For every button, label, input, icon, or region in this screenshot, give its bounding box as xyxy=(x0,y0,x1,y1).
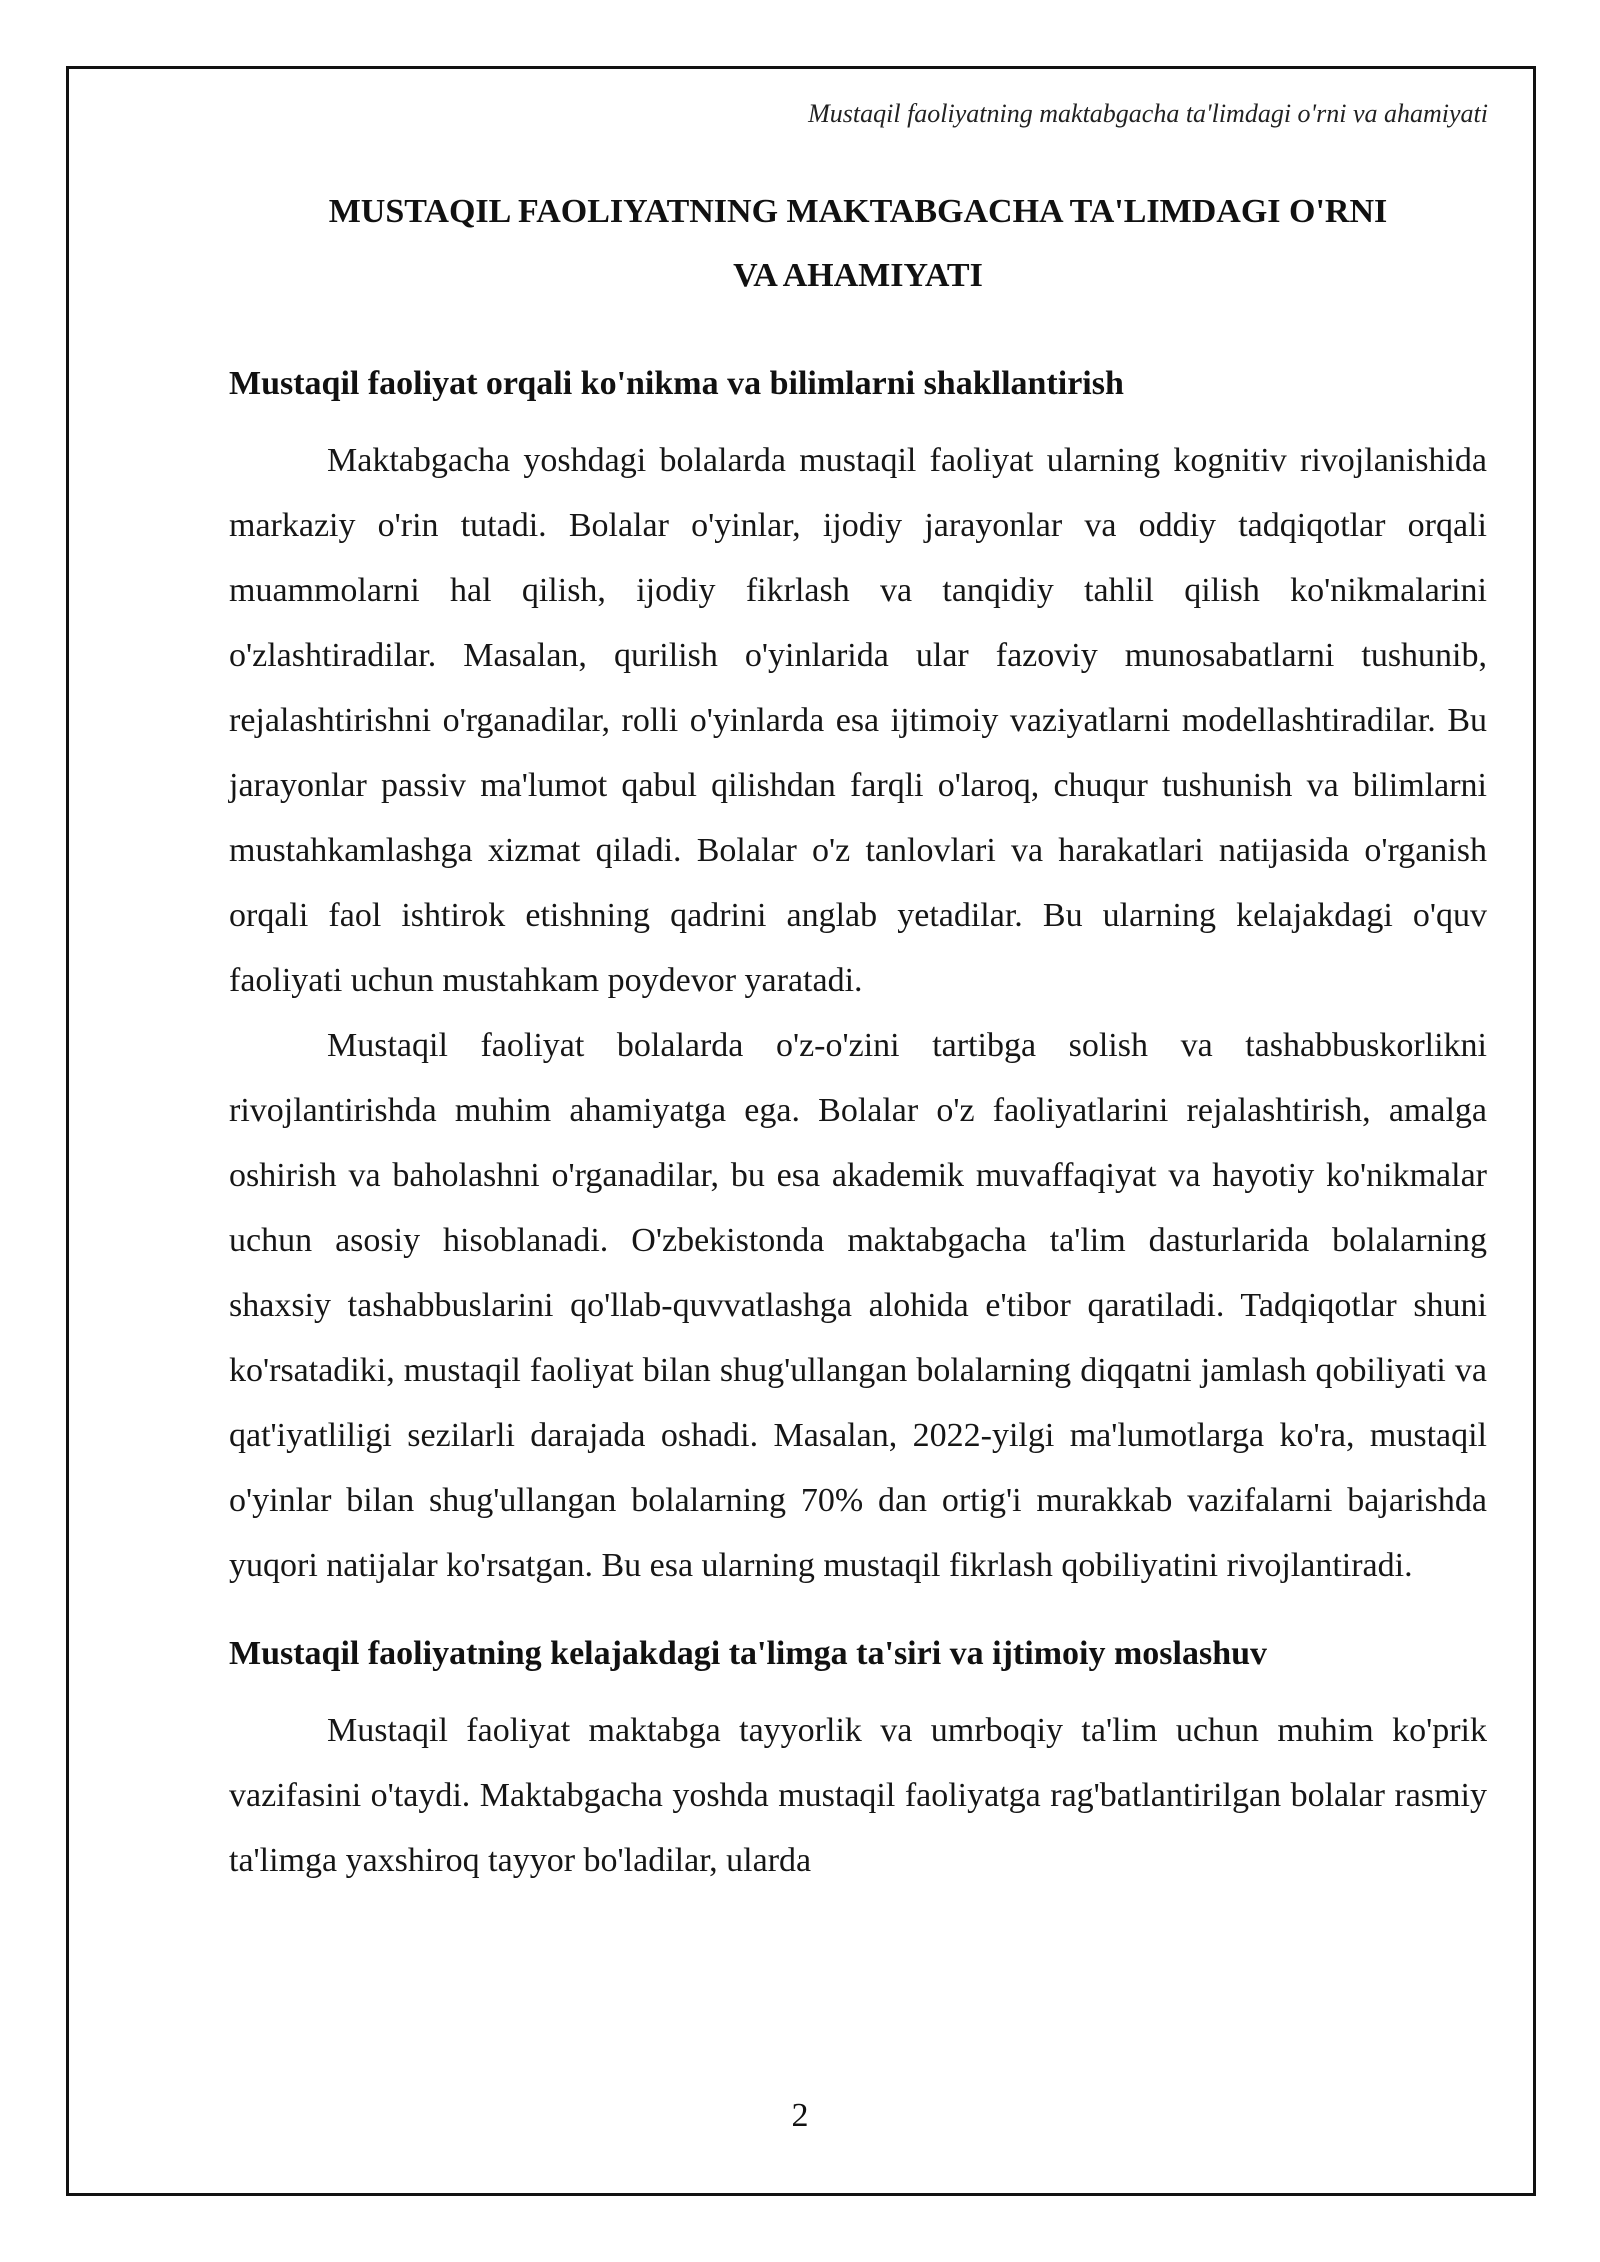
document-body xyxy=(229,180,1487,1893)
paragraph: Mustaqil faoliyat maktabga tayyorlik va umrboqiy ta'lim uchun muhim ko'prik vazifasini o'taydi. Maktabgacha yoshda mustaqil faoliyatga rag'batlantirilgan bolalar rasmiy ta'limga yaxshiroq tayyor bo'ladilar, ularda xyxy=(229,1712,1487,1879)
document-title-line-2: VA AHAMIYATI xyxy=(733,257,983,294)
paragraph: Maktabgacha yoshdagi bolalarda mustaqil faoliyat ularning kognitiv rivojlanishida markaziy o'rin tutadi. Bolalar o'yinlar, ijodiy jarayonlar va oddiy tadqiqotlar orqali muammolarni hal qilish, ijodiy fikrlash va tanqidiy tahlil qilish ko'nikmalarini o'zlashtiradilar. Masalan, qurilish o'yinlarida ular fazoviy munosabatlarni tushunib, rejalashtirishni o'rganadilar, rolli o'yinlarda esa ijtimoiy vaziyatlarni modellashtiradilar. Bu jarayonlar passiv ma'lumot qabul qilishdan farqli o'laroq, chuqur tushunish va bilimlarni mustahkamlashga xizmat qiladi. Bolalar o'z tanlovlari va harakatlari natijasida o'rganish orqali faol ishtirok etishning qadrini anglab yetadilar. Bu ularning kelajakdagi o'quv faoliyati uchun mustahkam poydevor yaratadi. xyxy=(229,442,1487,999)
section-heading: Mustaqil faoliyatning kelajakdagi ta'limga ta'siri va ijtimoiy moslashuv xyxy=(229,1635,1268,1672)
page-number: 2 xyxy=(791,2097,809,2134)
document-title-line-1: MUSTAQIL FAOLIYATNING MAKTABGACHA TA'LIMDAGI O'RNI xyxy=(328,193,1388,230)
document-title xyxy=(229,180,1487,308)
paragraph: Mustaqil faoliyat bolalarda o'z-o'zini tartibga solish va tashabbuskorlikni rivojlantirishda muhim ahamiyatga ega. Bolalar o'z faoliyatlarini rejalashtirish, amalga oshirish va baholashni o'rganadilar, bu esa akademik muvaffaqiyat va hayotiy ko'nikmalar uchun asosiy hisoblanadi. O'zbekistonda maktabgacha ta'lim dasturlarida bolalarning shaxsiy tashabbuslarini qo'llab-quvvatlashga alohida e'tibor qaratiladi. Tadqiqotlar shuni ko'rsatadiki, mustaqil faoliyat bilan shug'ullangan bolalarning diqqatni jamlash qobiliyati va qat'iyatliligi sezilarli darajada oshadi. Masalan, 2022-yilgi ma'lumotlarga ko'ra, mustaqil o'yinlar bilan shug'ullangan bolalarning 70% dan ortig'i murakkab vazifalarni bajarishda yuqori natijalar ko'rsatgan. Bu esa ularning mustaqil fikrlash qobiliyatini rivojlantiradi. xyxy=(229,1027,1487,1584)
running-header: Mustaqil faoliyatning maktabgacha ta'limdagi o'rni va ahamiyati xyxy=(808,99,1488,128)
section-heading: Mustaqil faoliyat orqali ko'nikma va bilimlarni shakllantirish xyxy=(229,365,1124,402)
